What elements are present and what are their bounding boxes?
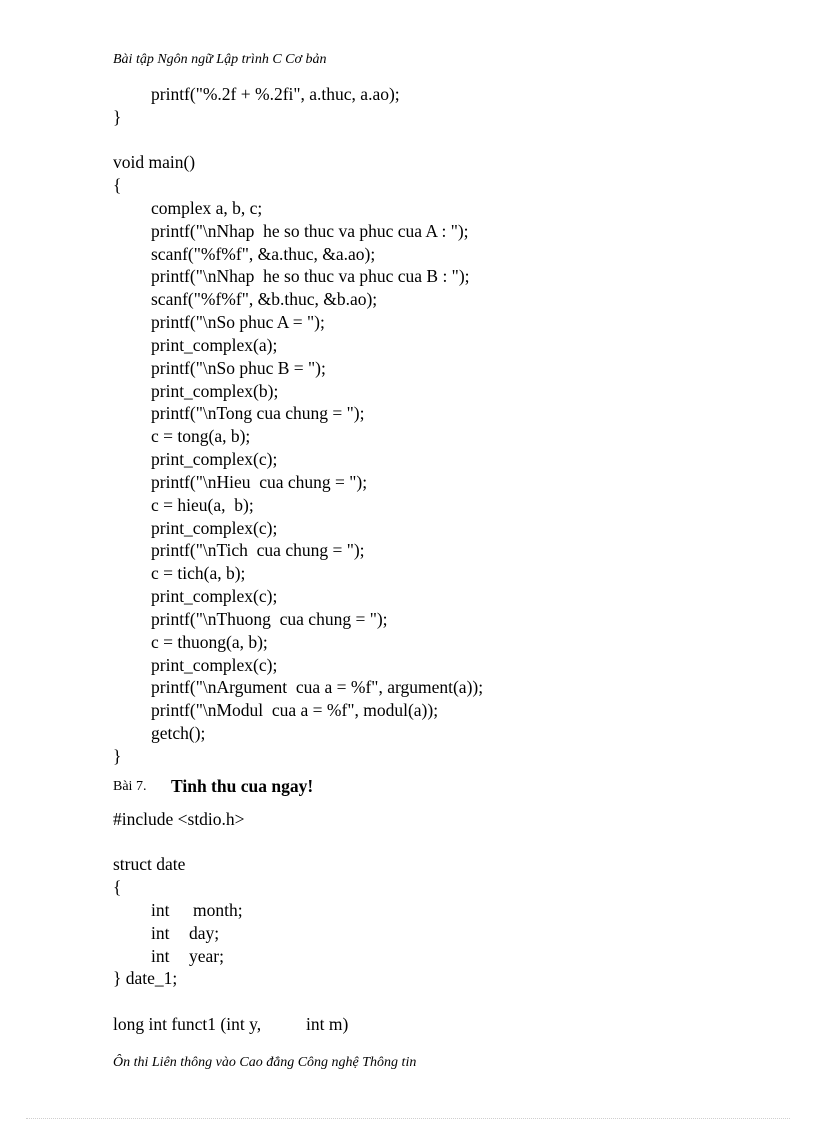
open-brace: {	[113, 877, 122, 897]
function-signature: long int funct1 (int y,	[113, 1014, 262, 1034]
struct-close-line: } date_1;	[113, 968, 178, 988]
field-name: month;	[193, 900, 243, 920]
code-line: void main()	[113, 152, 196, 172]
code-line: print_complex(c);	[151, 655, 278, 675]
code-line: scanf("%f%f", &b.thuc, &b.ao);	[151, 289, 378, 309]
code-line: }	[113, 746, 122, 766]
code-line: printf("\nTich cua chung = ");	[151, 540, 365, 560]
code-line: printf("%.2f + %.2fi", a.thuc, a.ao);	[151, 84, 400, 104]
function-signature-param: int m)	[306, 1014, 349, 1034]
code-line: getch();	[151, 723, 206, 743]
code-line: print_complex(c);	[151, 586, 278, 606]
code-line: }	[113, 107, 122, 127]
code-line: printf("\nThuong cua chung = ");	[151, 609, 388, 629]
code-line: c = tich(a, b);	[151, 563, 246, 583]
code-line: {	[113, 175, 122, 195]
code-line: printf("\nSo phuc A = ");	[151, 312, 325, 332]
code-line: printf("\nSo phuc B = ");	[151, 358, 326, 378]
code-line: printf("\nNhap he so thuc va phuc cua B : ");	[151, 266, 470, 286]
field-name: year;	[189, 946, 224, 966]
code-line: print_complex(b);	[151, 381, 279, 401]
page-header: Bài tập Ngôn ngữ Lập trình C Cơ bản	[113, 52, 327, 67]
code-line: complex a, b, c;	[151, 198, 263, 218]
code-line: c = thuong(a, b);	[151, 632, 268, 652]
page-footer: Ôn thi Liên thông vào Cao đẳng Công nghệ Thông tin	[113, 1055, 417, 1070]
code-line: print_complex(c);	[151, 518, 278, 538]
code-line: c = hieu(a, b);	[151, 495, 254, 515]
code-line: printf("\nTong cua chung = ");	[151, 403, 365, 423]
field-type: int	[151, 946, 170, 966]
exercise-label: Bài 7.	[113, 779, 147, 794]
code-line: print_complex(a);	[151, 335, 278, 355]
field-name: day;	[189, 923, 220, 943]
code-line: printf("\nArgument cua a = %f", argument(a));	[151, 677, 484, 697]
code-line: printf("\nHieu cua chung = ");	[151, 472, 368, 492]
code-line: c = tong(a, b);	[151, 426, 251, 446]
field-type: int	[151, 900, 170, 920]
exercise-title: Tinh thu cua ngay!	[171, 776, 314, 796]
field-type: int	[151, 923, 170, 943]
code-line: printf("\nNhap he so thuc va phuc cua A : ");	[151, 221, 469, 241]
code-line: print_complex(c);	[151, 449, 278, 469]
code-line: scanf("%f%f", &a.thuc, &a.ao);	[151, 244, 376, 264]
page-edge-divider	[26, 1118, 790, 1119]
struct-line: struct date	[113, 854, 186, 874]
include-line: #include <stdio.h>	[113, 809, 245, 829]
code-line: printf("\nModul cua a = %f", modul(a));	[151, 700, 439, 720]
